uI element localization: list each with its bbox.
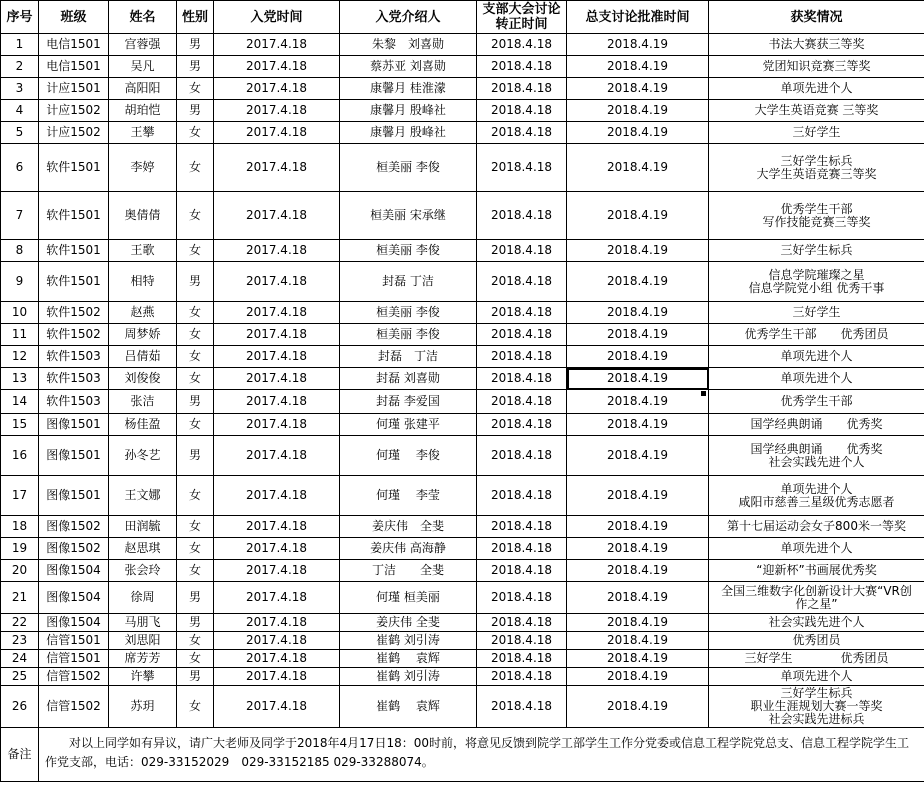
cell-no[interactable]: 7	[1, 192, 39, 240]
cell-sponsors[interactable]: 崔鹤 刘引涛	[340, 668, 477, 686]
cell-join-date[interactable]: 2017.4.18	[214, 368, 340, 390]
cell-approval[interactable]: 2018.4.19	[567, 302, 709, 324]
cell-name[interactable]: 王文娜	[109, 476, 177, 516]
cell-sponsors[interactable]: 封磊 李爱国	[340, 390, 477, 414]
cell-no[interactable]: 20	[1, 560, 39, 582]
cell-awards[interactable]: 三好学生 优秀团员	[709, 650, 924, 668]
cell-awards[interactable]: 大学生英语竞赛 三等奖	[709, 100, 924, 122]
cell-sponsors[interactable]: 康馨月 殷峰社	[340, 122, 477, 144]
cell-sponsors[interactable]: 朱黎 刘喜勋	[340, 34, 477, 56]
cell-name[interactable]: 宫蓉强	[109, 34, 177, 56]
cell-sponsors[interactable]: 桓美丽 李俊	[340, 302, 477, 324]
cell-no[interactable]: 21	[1, 582, 39, 614]
cell-no[interactable]: 26	[1, 686, 39, 728]
cell-name[interactable]: 刘思阳	[109, 632, 177, 650]
cell-branch-meeting[interactable]: 2018.4.18	[477, 346, 567, 368]
table-row	[1, 668, 924, 686]
cell-name[interactable]: 张会玲	[109, 560, 177, 582]
cell-branch-meeting[interactable]: 2018.4.18	[477, 240, 567, 262]
cell-name[interactable]: 相特	[109, 262, 177, 302]
cell-sponsors[interactable]: 桓美丽 李俊	[340, 324, 477, 346]
cell-approval[interactable]: 2018.4.19	[567, 516, 709, 538]
cell-branch-meeting[interactable]: 2018.4.18	[477, 560, 567, 582]
cell-gender[interactable]: 女	[177, 560, 214, 582]
header-name: 姓名	[109, 1, 177, 34]
cell-gender[interactable]: 女	[177, 302, 214, 324]
cell-branch-meeting[interactable]: 2018.4.18	[477, 262, 567, 302]
cell-no[interactable]: 14	[1, 390, 39, 414]
table-row	[1, 686, 924, 728]
cell-sponsors[interactable]: 姜庆伟 全斐	[340, 516, 477, 538]
cell-name[interactable]: 赵燕	[109, 302, 177, 324]
cell-awards[interactable]: 三好学生	[709, 122, 924, 144]
cell-awards[interactable]: 优秀学生干部 优秀团员	[709, 324, 924, 346]
cell-awards[interactable]: 单项先进个人	[709, 538, 924, 560]
cell-name[interactable]: 吴凡	[109, 56, 177, 78]
cell-approval[interactable]: 2018.4.19	[567, 100, 709, 122]
cell-awards[interactable]: 三好学生标兵	[709, 240, 924, 262]
cell-gender[interactable]: 男	[177, 262, 214, 302]
cell-gender[interactable]: 男	[177, 100, 214, 122]
cell-approval[interactable]: 2018.4.19	[567, 34, 709, 56]
cell-approval[interactable]: 2018.4.19	[567, 476, 709, 516]
cell-branch-meeting[interactable]: 2018.4.18	[477, 476, 567, 516]
cell-awards[interactable]: 优秀团员	[709, 632, 924, 650]
cell-class[interactable]: 电信1501	[39, 56, 109, 78]
cell-gender[interactable]: 女	[177, 516, 214, 538]
cell-name[interactable]: 田润毓	[109, 516, 177, 538]
cell-class[interactable]: 信管1502	[39, 686, 109, 728]
cell-gender[interactable]: 女	[177, 538, 214, 560]
cell-name[interactable]: 席芳芳	[109, 650, 177, 668]
cell-no[interactable]: 5	[1, 122, 39, 144]
table-row	[1, 368, 924, 390]
table-row	[1, 262, 924, 302]
cell-class[interactable]: 图像1504	[39, 614, 109, 632]
note-label[interactable]: 备注	[1, 728, 39, 782]
cell-join-date[interactable]: 2017.4.18	[214, 516, 340, 538]
cell-approval[interactable]: 2018.4.19	[567, 262, 709, 302]
cell-join-date[interactable]: 2017.4.18	[214, 100, 340, 122]
cell-gender[interactable]: 男	[177, 390, 214, 414]
cell-sponsors[interactable]: 何瑾 李莹	[340, 476, 477, 516]
cell-sponsors[interactable]: 姜庆伟 全斐	[340, 614, 477, 632]
cell-class[interactable]: 计应1502	[39, 100, 109, 122]
cell-sponsors[interactable]: 丁洁 全斐	[340, 560, 477, 582]
cell-branch-meeting[interactable]: 2018.4.18	[477, 436, 567, 476]
cell-gender[interactable]: 男	[177, 436, 214, 476]
cell-name[interactable]: 苏玥	[109, 686, 177, 728]
cell-join-date[interactable]: 2017.4.18	[214, 476, 340, 516]
cell-approval[interactable]: 2018.4.19	[567, 538, 709, 560]
cell-gender[interactable]: 女	[177, 324, 214, 346]
table-row	[1, 56, 924, 78]
cell-sponsors[interactable]: 何瑾 桓美丽	[340, 582, 477, 614]
cell-awards[interactable]: 单项先进个人	[709, 78, 924, 100]
header-no: 序号	[1, 1, 39, 34]
cell-branch-meeting[interactable]: 2018.4.18	[477, 686, 567, 728]
cell-awards[interactable]: 书法大赛获三等奖	[709, 34, 924, 56]
table-row	[1, 538, 924, 560]
cell-gender[interactable]: 女	[177, 346, 214, 368]
cell-sponsors[interactable]: 崔鹤 刘引涛	[340, 632, 477, 650]
cell-approval[interactable]: 2018.4.19	[567, 668, 709, 686]
cell-name[interactable]: 李婷	[109, 144, 177, 192]
cell-branch-meeting[interactable]: 2018.4.18	[477, 632, 567, 650]
cell-branch-meeting[interactable]: 2018.4.18	[477, 34, 567, 56]
cell-name[interactable]: 高阳阳	[109, 78, 177, 100]
table-row	[1, 240, 924, 262]
cell-approval[interactable]: 2018.4.19	[567, 650, 709, 668]
cell-class[interactable]: 图像1501	[39, 476, 109, 516]
cell-class[interactable]: 软件1503	[39, 368, 109, 390]
cell-sponsors[interactable]: 康馨月 殷峰社	[340, 100, 477, 122]
cell-sponsors[interactable]: 蔡苏亚 刘喜勋	[340, 56, 477, 78]
table-row	[1, 516, 924, 538]
cell-join-date[interactable]: 2017.4.18	[214, 538, 340, 560]
cell-branch-meeting[interactable]: 2018.4.18	[477, 414, 567, 436]
table-row	[1, 302, 924, 324]
cell-name[interactable]: 周梦娇	[109, 324, 177, 346]
cell-class[interactable]: 软件1501	[39, 240, 109, 262]
cell-class[interactable]: 图像1504	[39, 582, 109, 614]
cell-branch-meeting[interactable]: 2018.4.18	[477, 324, 567, 346]
cell-class[interactable]: 图像1504	[39, 560, 109, 582]
cell-name[interactable]: 孙冬艺	[109, 436, 177, 476]
cell-class[interactable]: 计应1502	[39, 122, 109, 144]
header-class: 班级	[39, 1, 109, 34]
table-row	[1, 78, 924, 100]
table-row	[1, 192, 924, 240]
cell-awards[interactable]: 三好学生标兵 大学生英语竞赛三等奖	[709, 144, 924, 192]
cell-branch-meeting[interactable]: 2018.4.18	[477, 614, 567, 632]
cell-approval[interactable]: 2018.4.19	[567, 56, 709, 78]
cell-join-date[interactable]: 2017.4.18	[214, 56, 340, 78]
cell-name[interactable]: 许攀	[109, 668, 177, 686]
table-row	[1, 144, 924, 192]
cell-no[interactable]: 13	[1, 368, 39, 390]
cell-gender[interactable]: 男	[177, 582, 214, 614]
cell-branch-meeting[interactable]: 2018.4.18	[477, 516, 567, 538]
cell-approval[interactable]: 2018.4.19	[567, 582, 709, 614]
cell-name[interactable]: 徐周	[109, 582, 177, 614]
table-row	[1, 436, 924, 476]
cell-awards[interactable]: 优秀学生干部	[709, 390, 924, 414]
cell-awards[interactable]: 三好学生标兵 职业生涯规划大赛一等奖 社会实践先进标兵	[709, 686, 924, 728]
cell-approval[interactable]: 2018.4.19	[567, 414, 709, 436]
header-row	[1, 1, 924, 34]
cell-sponsors[interactable]: 崔鹤 袁辉	[340, 686, 477, 728]
cell-class[interactable]: 软件1503	[39, 390, 109, 414]
cell-name[interactable]: 杨佳盈	[109, 414, 177, 436]
cell-join-date[interactable]: 2017.4.18	[214, 614, 340, 632]
cell-branch-meeting[interactable]: 2018.4.18	[477, 582, 567, 614]
cell-approval[interactable]: 2018.4.19	[567, 560, 709, 582]
table-row	[1, 34, 924, 56]
cell-awards[interactable]: 单项先进个人	[709, 368, 924, 390]
cell-join-date[interactable]: 2017.4.18	[214, 144, 340, 192]
cell-gender[interactable]: 女	[177, 144, 214, 192]
cell-approval[interactable]: 2018.4.19	[567, 346, 709, 368]
cell-awards[interactable]: 三好学生	[709, 302, 924, 324]
cell-sponsors[interactable]: 崔鹤 袁辉	[340, 650, 477, 668]
cell-awards[interactable]: “迎新杯”书画展优秀奖	[709, 560, 924, 582]
fill-handle[interactable]	[701, 391, 706, 396]
cell-approval[interactable]: 2018.4.19	[567, 240, 709, 262]
cell-name[interactable]: 马朋飞	[109, 614, 177, 632]
cell-branch-meeting[interactable]: 2018.4.18	[477, 668, 567, 686]
table-row	[1, 632, 924, 650]
cell-sponsors[interactable]: 封磊 丁洁	[340, 346, 477, 368]
cell-no[interactable]: 6	[1, 144, 39, 192]
cell-branch-meeting[interactable]: 2018.4.18	[477, 302, 567, 324]
cell-awards[interactable]: 优秀学生干部 写作技能竞赛三等奖	[709, 192, 924, 240]
cell-class[interactable]: 图像1502	[39, 516, 109, 538]
cell-no[interactable]: 10	[1, 302, 39, 324]
cell-branch-meeting[interactable]: 2018.4.18	[477, 100, 567, 122]
cell-gender[interactable]: 女	[177, 192, 214, 240]
cell-awards[interactable]: 单项先进个人 咸阳市慈善三星级优秀志愿者	[709, 476, 924, 516]
cell-awards[interactable]: 全国三维数字化创新设计大赛“VR创 作之星”	[709, 582, 924, 614]
cell-sponsors[interactable]: 桓美丽 李俊	[340, 240, 477, 262]
cell-awards[interactable]: 社会实践先进个人	[709, 614, 924, 632]
cell-class[interactable]: 信管1501	[39, 632, 109, 650]
cell-no[interactable]: 4	[1, 100, 39, 122]
cell-join-date[interactable]: 2017.4.18	[214, 436, 340, 476]
cell-branch-meeting[interactable]: 2018.4.18	[477, 78, 567, 100]
cell-gender[interactable]: 男	[177, 34, 214, 56]
cell-class[interactable]: 软件1503	[39, 346, 109, 368]
cell-sponsors[interactable]: 封磊 丁洁	[340, 262, 477, 302]
cell-name[interactable]: 王攀	[109, 122, 177, 144]
cell-no[interactable]: 1	[1, 34, 39, 56]
cell-no[interactable]: 11	[1, 324, 39, 346]
cell-branch-meeting[interactable]: 2018.4.18	[477, 650, 567, 668]
note-text[interactable]: 对以上同学如有异议，请广大老师及同学于2018年4月17日18：00时前，将意见反馈到院学工部学生工作分党委或信息工程学院党总支、信息工程学院学生工作党支部，电话：029-33152029 029-33152185 029-33288074。	[39, 728, 924, 782]
table-row	[1, 650, 924, 668]
cell-awards[interactable]: 单项先进个人	[709, 346, 924, 368]
cell-class[interactable]: 软件1502	[39, 302, 109, 324]
cell-sponsors[interactable]: 康馨月 桂淮濛	[340, 78, 477, 100]
cell-sponsors[interactable]: 桓美丽 宋承继	[340, 192, 477, 240]
table-row	[1, 476, 924, 516]
cell-approval[interactable]: 2018.4.19	[567, 78, 709, 100]
cell-name[interactable]: 胡珀恺	[109, 100, 177, 122]
cell-no[interactable]: 3	[1, 78, 39, 100]
cell-name[interactable]: 王歌	[109, 240, 177, 262]
header-sponsors: 入党介绍人	[340, 1, 477, 34]
cell-sponsors[interactable]: 封磊 刘喜勋	[340, 368, 477, 390]
cell-class[interactable]: 图像1501	[39, 414, 109, 436]
cell-join-date[interactable]: 2017.4.18	[214, 302, 340, 324]
cell-class[interactable]: 信管1502	[39, 668, 109, 686]
cell-no[interactable]: 8	[1, 240, 39, 262]
cell-gender[interactable]: 男	[177, 668, 214, 686]
cell-class[interactable]: 计应1501	[39, 78, 109, 100]
cell-no[interactable]: 18	[1, 516, 39, 538]
cell-sponsors[interactable]: 姜庆伟 高海静	[340, 538, 477, 560]
cell-branch-meeting[interactable]: 2018.4.18	[477, 368, 567, 390]
cell-sponsors[interactable]: 何瑾 张建平	[340, 414, 477, 436]
cell-no[interactable]: 22	[1, 614, 39, 632]
cell-approval[interactable]: 2018.4.19	[567, 390, 709, 414]
cell-no[interactable]: 2	[1, 56, 39, 78]
cell-approval[interactable]: 2018.4.19	[567, 632, 709, 650]
header-branch-meeting: 支部大会讨论转正时间	[477, 1, 567, 34]
table-row	[1, 324, 924, 346]
table-row	[1, 346, 924, 368]
cell-gender[interactable]: 女	[177, 632, 214, 650]
cell-name[interactable]: 张洁	[109, 390, 177, 414]
cell-join-date[interactable]: 2017.4.18	[214, 240, 340, 262]
cell-no[interactable]: 24	[1, 650, 39, 668]
note-row	[1, 728, 924, 782]
cell-branch-meeting[interactable]: 2018.4.18	[477, 144, 567, 192]
cell-gender[interactable]: 女	[177, 122, 214, 144]
cell-no[interactable]: 23	[1, 632, 39, 650]
cell-join-date[interactable]: 2017.4.18	[214, 686, 340, 728]
cell-awards[interactable]: 第十七届运动会女子800米一等奖	[709, 516, 924, 538]
cell-awards[interactable]: 国学经典朗诵 优秀奖 社会实践先进个人	[709, 436, 924, 476]
header-join-date: 入党时间	[214, 1, 340, 34]
cell-branch-meeting[interactable]: 2018.4.18	[477, 56, 567, 78]
table-row	[1, 390, 924, 414]
cell-name[interactable]: 奥倩倩	[109, 192, 177, 240]
cell-join-date[interactable]: 2017.4.18	[214, 34, 340, 56]
cell-join-date[interactable]: 2017.4.18	[214, 632, 340, 650]
cell-no[interactable]: 19	[1, 538, 39, 560]
cell-join-date[interactable]: 2017.4.18	[214, 78, 340, 100]
cell-class[interactable]: 软件1502	[39, 324, 109, 346]
cell-class[interactable]: 软件1501	[39, 192, 109, 240]
cell-join-date[interactable]: 2017.4.18	[214, 668, 340, 686]
cell-branch-meeting[interactable]: 2018.4.18	[477, 122, 567, 144]
cell-class[interactable]: 电信1501	[39, 34, 109, 56]
cell-name[interactable]: 刘俊俊	[109, 368, 177, 390]
cell-branch-meeting[interactable]: 2018.4.18	[477, 538, 567, 560]
cell-class[interactable]: 图像1501	[39, 436, 109, 476]
cell-join-date[interactable]: 2017.4.18	[214, 582, 340, 614]
table-row	[1, 614, 924, 632]
cell-branch-meeting[interactable]: 2018.4.18	[477, 390, 567, 414]
cell-gender[interactable]: 女	[177, 78, 214, 100]
header-awards: 获奖情况	[709, 1, 924, 34]
cell-class[interactable]: 信管1501	[39, 650, 109, 668]
table-row	[1, 582, 924, 614]
cell-join-date[interactable]: 2017.4.18	[214, 262, 340, 302]
cell-class[interactable]: 图像1502	[39, 538, 109, 560]
cell-join-date[interactable]: 2017.4.18	[214, 192, 340, 240]
cell-no[interactable]: 17	[1, 476, 39, 516]
cell-approval[interactable]: 2018.4.19	[567, 144, 709, 192]
cell-no[interactable]: 25	[1, 668, 39, 686]
cell-sponsors[interactable]: 桓美丽 李俊	[340, 144, 477, 192]
cell-join-date[interactable]: 2017.4.18	[214, 390, 340, 414]
cell-gender[interactable]: 女	[177, 414, 214, 436]
cell-class[interactable]: 软件1501	[39, 262, 109, 302]
cell-awards[interactable]: 信息学院璀璨之星 信息学院党小组 优秀干事	[709, 262, 924, 302]
cell-approval[interactable]: 2018.4.19	[567, 324, 709, 346]
cell-class[interactable]: 软件1501	[39, 144, 109, 192]
cell-join-date[interactable]: 2017.4.18	[214, 346, 340, 368]
table-row	[1, 414, 924, 436]
cell-awards[interactable]: 国学经典朗诵 优秀奖	[709, 414, 924, 436]
cell-approval[interactable]: 2018.4.19	[567, 368, 709, 390]
cell-no[interactable]: 16	[1, 436, 39, 476]
cell-gender[interactable]: 女	[177, 686, 214, 728]
table-row	[1, 122, 924, 144]
cell-name[interactable]: 赵思琪	[109, 538, 177, 560]
cell-name[interactable]: 吕倩茹	[109, 346, 177, 368]
cell-join-date[interactable]: 2017.4.18	[214, 122, 340, 144]
cell-gender[interactable]: 男	[177, 614, 214, 632]
cell-gender[interactable]: 女	[177, 476, 214, 516]
cell-no[interactable]: 15	[1, 414, 39, 436]
header-gender: 性别	[177, 1, 214, 34]
cell-gender[interactable]: 女	[177, 650, 214, 668]
cell-awards[interactable]: 单项先进个人	[709, 668, 924, 686]
cell-gender[interactable]: 女	[177, 240, 214, 262]
cell-no[interactable]: 9	[1, 262, 39, 302]
table-body	[1, 34, 924, 728]
table-row	[1, 560, 924, 582]
cell-approval[interactable]: 2018.4.19	[567, 686, 709, 728]
cell-approval[interactable]: 2018.4.19	[567, 614, 709, 632]
table-row	[1, 100, 924, 122]
cell-approval[interactable]: 2018.4.19	[567, 436, 709, 476]
cell-no[interactable]: 12	[1, 346, 39, 368]
cell-gender[interactable]: 男	[177, 56, 214, 78]
cell-gender[interactable]: 女	[177, 368, 214, 390]
cell-branch-meeting[interactable]: 2018.4.18	[477, 192, 567, 240]
cell-approval[interactable]: 2018.4.19	[567, 192, 709, 240]
cell-join-date[interactable]: 2017.4.18	[214, 414, 340, 436]
cell-approval[interactable]: 2018.4.19	[567, 122, 709, 144]
cell-join-date[interactable]: 2017.4.18	[214, 560, 340, 582]
cell-join-date[interactable]: 2017.4.18	[214, 324, 340, 346]
cell-join-date[interactable]: 2017.4.18	[214, 650, 340, 668]
cell-awards[interactable]: 党团知识竞赛三等奖	[709, 56, 924, 78]
header-approval: 总支讨论批准时间	[567, 1, 709, 34]
cell-sponsors[interactable]: 何瑾 李俊	[340, 436, 477, 476]
